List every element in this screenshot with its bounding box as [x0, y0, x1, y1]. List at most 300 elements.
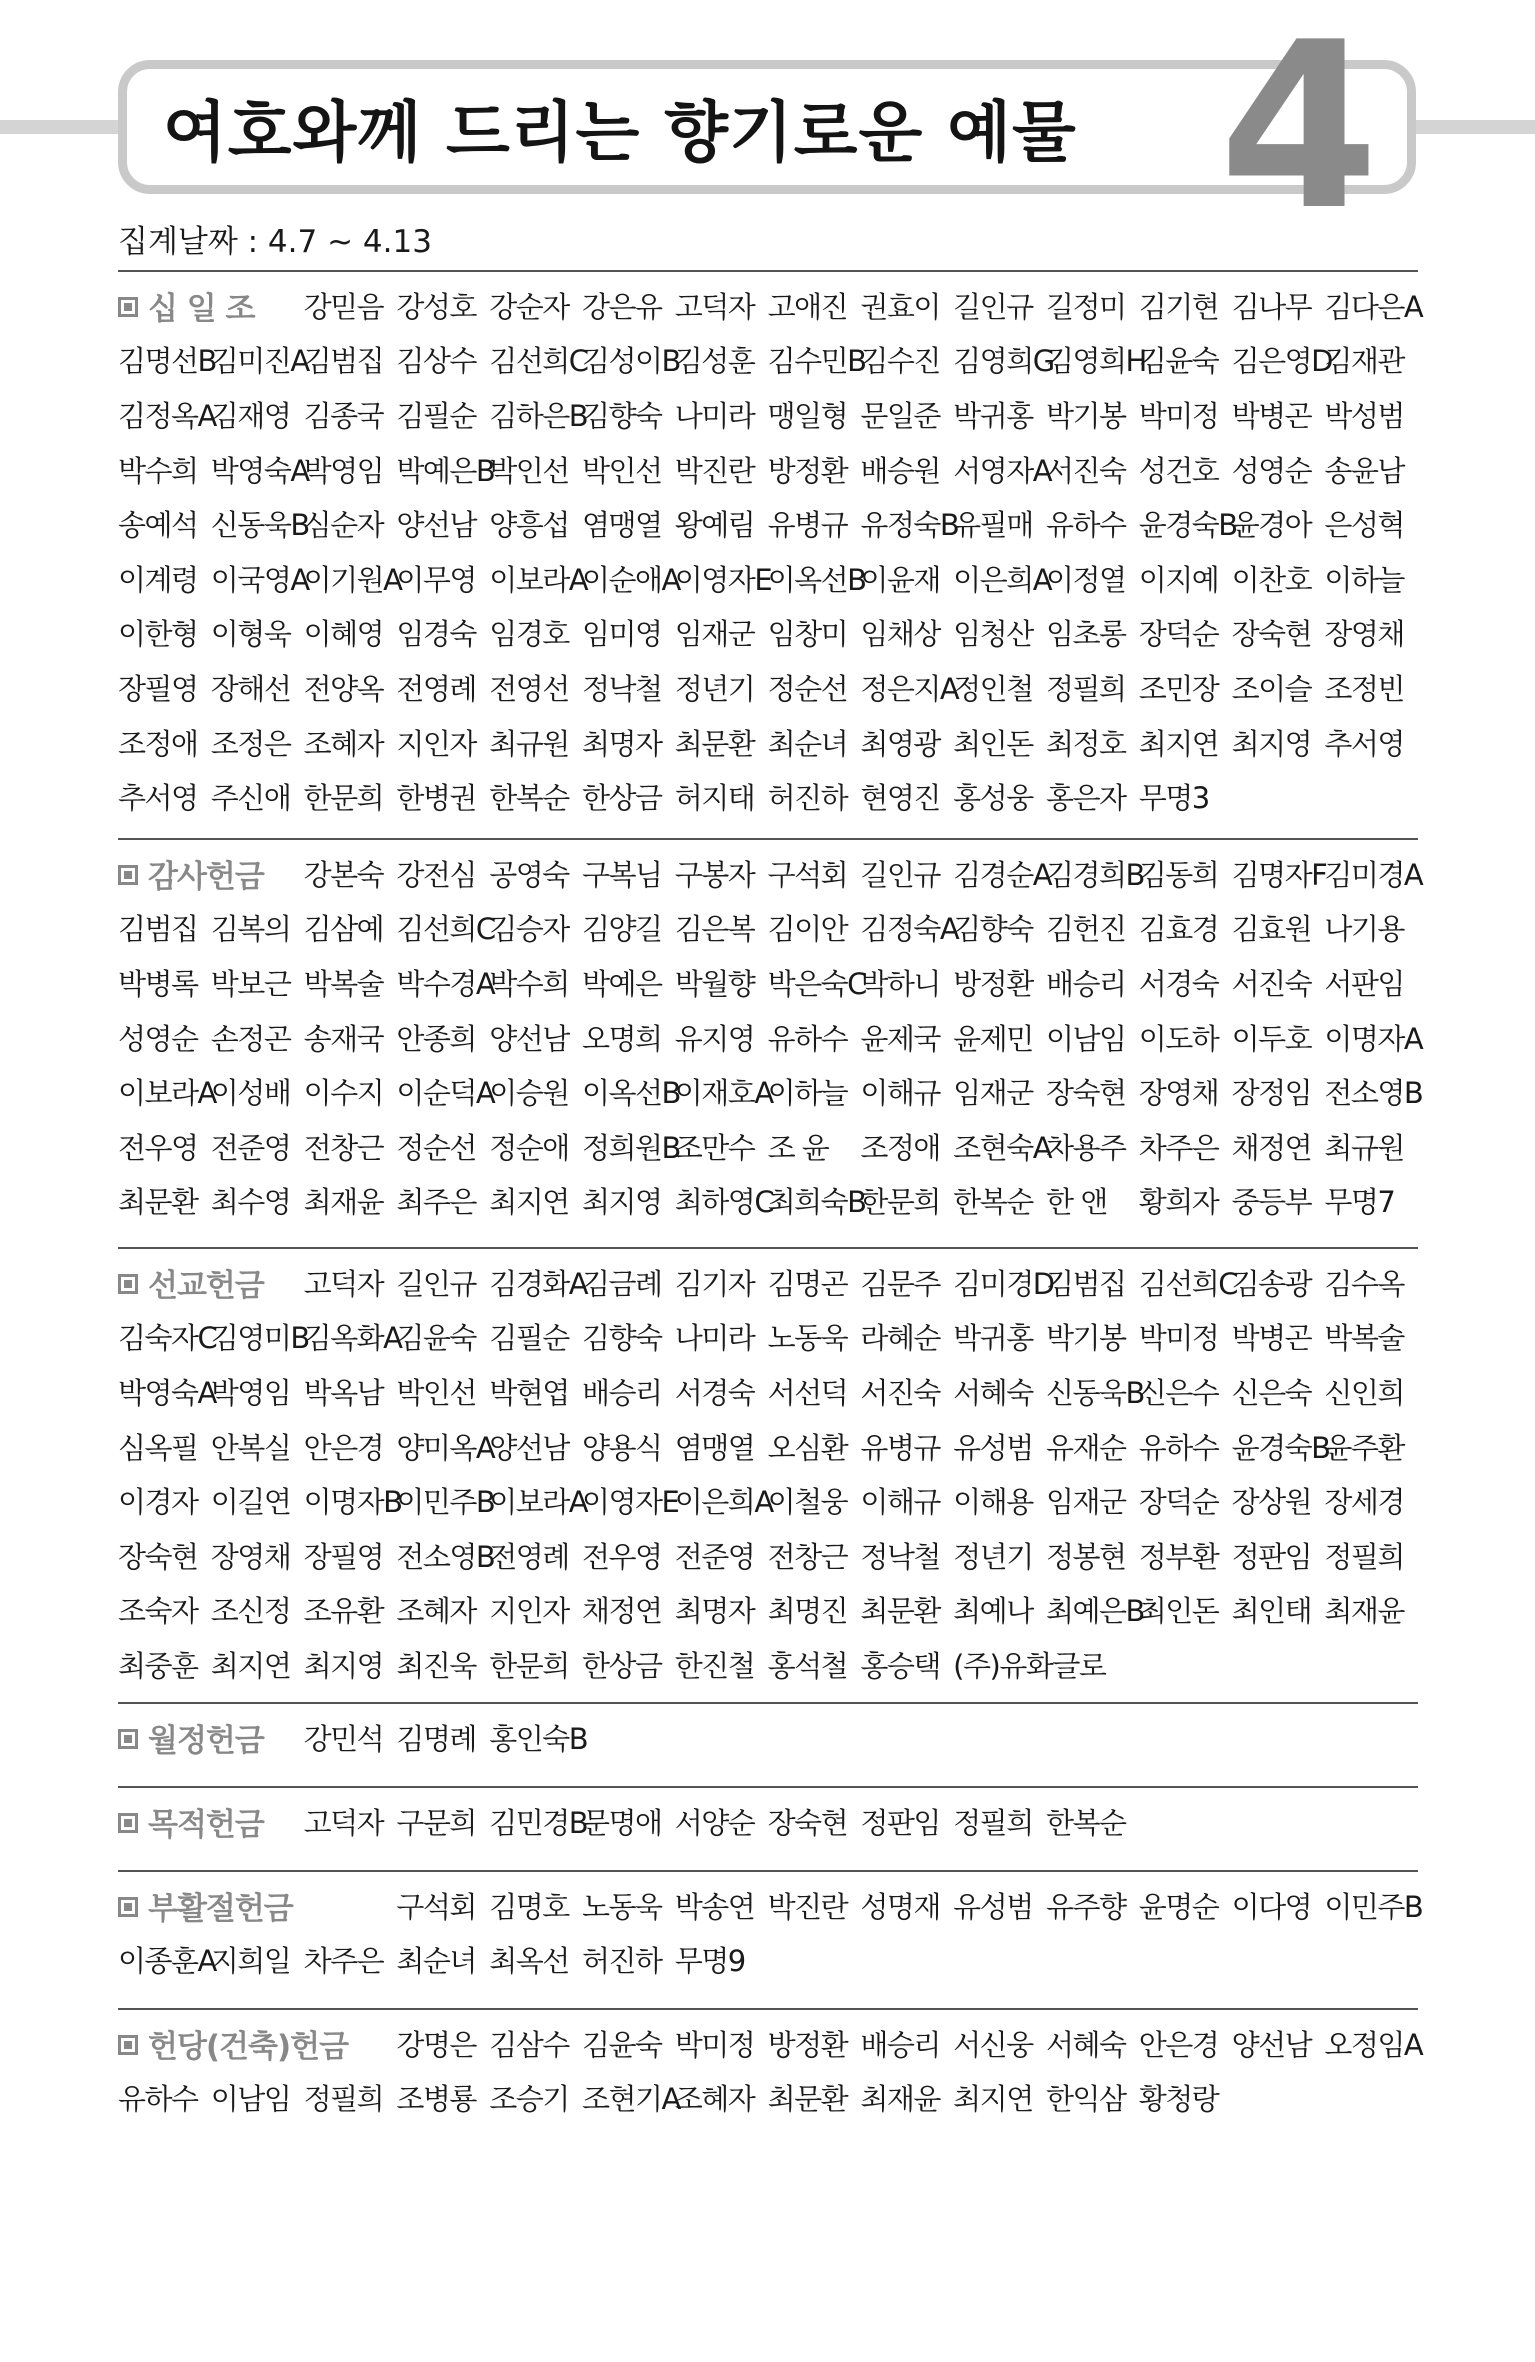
donor-name: 조정애	[118, 726, 198, 761]
donor-name: 이순덕A	[396, 1076, 495, 1111]
donor-name: 지인자	[489, 1594, 569, 1629]
offering-section	[118, 838, 1423, 1228]
donor-name: 이남임	[1045, 1021, 1126, 1056]
section-title	[118, 2021, 396, 2066]
donor-name: 임재군	[953, 1076, 1033, 1111]
donor-name: 조정빈	[1324, 671, 1404, 706]
donor-name: 김재영	[210, 398, 291, 433]
donor-name: 장필영	[303, 1539, 384, 1574]
donor-name: 이남임	[210, 2082, 291, 2117]
donor-name: 김정숙A	[860, 912, 959, 947]
donor-name: 박귀홍	[953, 1321, 1033, 1356]
donor-name: 김영미B	[210, 1321, 309, 1356]
section-title-label: 감사헌금	[148, 858, 264, 895]
donor-name: 송재국	[303, 1021, 384, 1056]
donor-name: 김범집	[303, 344, 384, 379]
donor-name: 최중훈	[118, 1648, 198, 1683]
donor-name: 이윤재	[860, 562, 940, 597]
donor-name: 조유환	[303, 1594, 384, 1629]
donor-name: 최문환	[674, 726, 755, 761]
donor-name: 한문희	[860, 1185, 940, 1220]
donor-name: 나기용	[1324, 912, 1404, 947]
donor-name: 정인철	[953, 671, 1033, 706]
donor-name: 주신애	[210, 781, 291, 816]
donor-name: 박은숙C	[767, 966, 866, 1001]
donor-name: 이해규	[860, 1485, 940, 1520]
donor-name: 김숙자C	[118, 1321, 217, 1356]
donor-name: 최문환	[767, 2082, 848, 2117]
donor-name: 김기자	[674, 1266, 755, 1301]
name-grid	[118, 278, 1423, 824]
donor-name: 이혜영	[303, 617, 384, 652]
donor-name: 양미옥A	[396, 1430, 495, 1465]
donor-name: 차주은	[1138, 1130, 1219, 1165]
donor-name: 양선남	[489, 1021, 569, 1056]
donor-name: 최규원	[489, 726, 569, 761]
square-bullet-icon	[118, 865, 138, 885]
donor-name: 구복님	[581, 857, 662, 892]
donor-name: 김경순A	[953, 857, 1052, 892]
donor-name: 임경숙	[396, 617, 476, 652]
donor-name: 길인규	[860, 857, 940, 892]
donor-name: 최예나	[953, 1594, 1033, 1629]
donor-name: 장덕순	[1138, 617, 1219, 652]
donor-name: 안종희	[396, 1021, 476, 1056]
donor-name: 최주은	[396, 1185, 476, 1220]
donor-name: 최지연	[210, 1648, 291, 1683]
donor-name: 길인규	[396, 1266, 476, 1301]
donor-name: 길인규	[953, 289, 1033, 324]
aggregation-period: 집계날짜 : 4.7 ~ 4.13	[118, 224, 432, 260]
name-grid	[118, 1794, 1418, 1849]
donor-name: 최옥선	[489, 1944, 569, 1979]
offering-section	[118, 2008, 1423, 2125]
donor-name: 김범집	[118, 912, 198, 947]
donor-name: 최지연	[1138, 726, 1219, 761]
donor-name: 이정열	[1045, 562, 1126, 597]
donor-name: 이재호A	[674, 1076, 773, 1111]
donor-name: 구석회	[396, 1889, 476, 1924]
donor-name: 이성배	[210, 1076, 291, 1111]
donor-name: 박영숙A	[118, 1375, 216, 1410]
donor-name: 장숙현	[767, 1805, 848, 1840]
donor-name: 장숙현	[1231, 617, 1312, 652]
donor-name: 박인선	[581, 453, 662, 488]
square-bullet-icon	[118, 1897, 138, 1917]
square-bullet-icon	[118, 1729, 138, 1749]
donor-name: 조혜자	[674, 2082, 755, 2117]
donor-name: 강본숙	[303, 857, 384, 892]
donor-name: 한익삼	[1045, 2082, 1126, 2117]
donor-name: 신은숙	[1231, 1375, 1312, 1410]
donor-name: 최영광	[860, 726, 940, 761]
donor-name: 한진철	[674, 1648, 755, 1683]
donor-name: 윤제국	[860, 1021, 940, 1056]
donor-name: 김복의	[210, 912, 291, 947]
donor-name: 김하은B	[489, 398, 588, 433]
section-title	[118, 1715, 304, 1760]
donor-name: 이종훈A	[118, 1944, 216, 1979]
donor-name: 구봉자	[674, 857, 755, 892]
donor-name: 성건호	[1138, 453, 1219, 488]
donor-name: 이경자	[118, 1485, 198, 1520]
donor-name: 방정환	[767, 2027, 848, 2062]
donor-name: 추서영	[118, 781, 198, 816]
donor-name: 조 윤	[767, 1130, 829, 1165]
donor-name: 배승원	[860, 453, 940, 488]
donor-name: 이보라A	[489, 562, 588, 597]
donor-name: 서진숙	[860, 1375, 940, 1410]
donor-name: 정봉현	[1045, 1539, 1126, 1574]
donor-name: 전창근	[767, 1539, 848, 1574]
donor-name: 김양길	[581, 912, 662, 947]
donor-name: 김정옥A	[118, 398, 216, 433]
donor-name: 유병규	[860, 1430, 940, 1465]
donor-name: 조병룡	[396, 2082, 476, 2117]
donor-name: 최수영	[210, 1185, 291, 1220]
donor-name: 심옥필	[118, 1430, 198, 1465]
donor-name: 김종국	[303, 398, 384, 433]
donor-name: 손정곤	[210, 1021, 291, 1056]
donor-name: 윤경아	[1231, 508, 1312, 543]
donor-name: 고덕자	[303, 1805, 384, 1840]
donor-name: 이승원	[489, 1076, 569, 1111]
donor-name: 방정환	[767, 453, 848, 488]
donor-name: 이명자A	[1324, 1021, 1423, 1056]
donor-name: 정낙철	[860, 1539, 940, 1574]
donor-name: 최지영	[303, 1648, 384, 1683]
section-title-label: 월정헌금	[148, 1722, 264, 1759]
donor-name: 방정환	[953, 966, 1033, 1001]
donor-name: 조혜자	[396, 1594, 476, 1629]
donor-name: 이영자E	[581, 1485, 679, 1520]
donor-name: 최문환	[860, 1594, 940, 1629]
donor-name: 안은경	[303, 1430, 384, 1465]
donor-name: 최재윤	[303, 1185, 384, 1220]
donor-name: 김명선B	[118, 344, 216, 379]
donor-name: 최하영C	[674, 1185, 774, 1220]
donor-name: 이길연	[210, 1485, 291, 1520]
donor-name: 성영순	[118, 1021, 198, 1056]
donor-name: 권효이	[860, 289, 940, 324]
donor-name: 조정애	[860, 1130, 940, 1165]
donor-name: 김향숙	[581, 1321, 662, 1356]
donor-name: 조이슬	[1231, 671, 1312, 706]
donor-name: 이민주B	[1324, 1889, 1423, 1924]
donor-name: 유하수	[118, 2082, 198, 2117]
donor-name: 박월향	[674, 966, 755, 1001]
donor-name: 김성훈	[674, 344, 755, 379]
donor-name: 한병권	[396, 781, 476, 816]
donor-name: 최인돈	[1138, 1594, 1219, 1629]
section-title	[118, 283, 304, 328]
donor-name: 노동욱	[581, 1889, 662, 1924]
donor-name: 김수진	[860, 344, 940, 379]
donor-name: 장영채	[1324, 617, 1404, 652]
donor-name: 무명3	[1138, 781, 1209, 816]
donor-name: 김송광	[1231, 1266, 1312, 1301]
donor-name: 김윤숙	[396, 1321, 476, 1356]
section-title	[118, 851, 304, 896]
donor-name: 박수희	[489, 966, 569, 1001]
donor-name: 이계령	[118, 562, 198, 597]
donor-name: 김명례	[396, 1721, 476, 1756]
donor-name: 구문희	[396, 1805, 476, 1840]
donor-name: 김삼예	[303, 912, 384, 947]
donor-name: 이하늘	[767, 1076, 848, 1111]
donor-name: 박진란	[767, 1889, 848, 1924]
donor-name: 노동욱	[767, 1321, 848, 1356]
donor-name: 이국영A	[210, 562, 309, 597]
square-bullet-icon	[118, 2035, 138, 2055]
donor-name: 김향숙	[581, 398, 662, 433]
donor-name: 윤주환	[1324, 1430, 1404, 1465]
donor-name: 전소영B	[1324, 1076, 1423, 1111]
donor-name: 장영채	[1138, 1076, 1219, 1111]
donor-name: 이하늘	[1324, 562, 1404, 597]
donor-name: 박진란	[674, 453, 755, 488]
donor-name: 정년기	[953, 1539, 1033, 1574]
square-bullet-icon	[118, 1813, 138, 1833]
donor-name: 정판임	[1231, 1539, 1312, 1574]
donor-name: 김미경A	[1324, 857, 1423, 892]
donor-name: 무명9	[674, 1944, 745, 1979]
donor-name: 김승자	[489, 912, 569, 947]
donor-name: 최명진	[767, 1594, 848, 1629]
square-bullet-icon	[118, 1274, 138, 1294]
donor-name: 전창근	[303, 1130, 384, 1165]
donor-name: 강은유	[581, 289, 662, 324]
donor-name: 임창미	[767, 617, 848, 652]
donor-name: 한복순	[1045, 1805, 1126, 1840]
offering-section	[118, 270, 1423, 824]
donor-name: 장세경	[1324, 1485, 1404, 1520]
donor-name: 정부환	[1138, 1539, 1219, 1574]
donor-name: (주)유화글로	[953, 1648, 1106, 1683]
donor-name: 염맹열	[581, 508, 662, 543]
donor-name: 최명자	[581, 726, 662, 761]
donor-name: 송윤남	[1324, 453, 1404, 488]
donor-name: 장필영	[118, 671, 198, 706]
offering-section	[118, 1870, 1423, 1987]
donor-name: 지인자	[396, 726, 476, 761]
donor-name: 오정임A	[1324, 2027, 1423, 2062]
donor-name: 서선덕	[767, 1375, 848, 1410]
donor-name: 정순선	[767, 671, 848, 706]
donor-name: 김명호	[489, 1889, 569, 1924]
donor-name: 지희일	[210, 1944, 291, 1979]
donor-name: 박영임	[303, 453, 384, 488]
donor-name: 이민주B	[396, 1485, 495, 1520]
donor-name: 조신정	[210, 1594, 291, 1629]
donor-name: 정은지A	[860, 671, 959, 706]
donor-name: 장숙현	[1045, 1076, 1126, 1111]
donor-name: 유정숙B	[860, 508, 959, 543]
section-title-label: 부활절헌금	[148, 1890, 293, 1927]
donor-name: 중등부	[1231, 1185, 1312, 1220]
donor-name: 안은경	[1138, 2027, 1219, 2062]
donor-name: 정필희	[1324, 1539, 1404, 1574]
donor-name: 홍승택	[860, 1648, 940, 1683]
donor-name: 유지영	[674, 1021, 755, 1056]
donor-name: 이한형	[118, 617, 198, 652]
section-title	[118, 1799, 304, 1844]
donor-name: 윤제민	[953, 1021, 1033, 1056]
donor-name: 유필매	[953, 508, 1033, 543]
donor-name: 서신웅	[953, 2027, 1033, 2062]
donor-name: 전영선	[489, 671, 569, 706]
donor-name: 조현숙A	[953, 1130, 1052, 1165]
section-title-label: 십 일 조	[148, 290, 255, 327]
donor-name: 안복실	[210, 1430, 291, 1465]
donor-name: 임미영	[581, 617, 662, 652]
donor-name: 김필순	[489, 1321, 569, 1356]
donor-name: 정년기	[674, 671, 755, 706]
donor-name: 박기봉	[1045, 1321, 1126, 1356]
donor-name: 최정호	[1045, 726, 1126, 761]
donor-name: 이무영	[396, 562, 476, 597]
donor-name: 최지연	[489, 1185, 569, 1220]
donor-name: 구석회	[767, 857, 848, 892]
donor-name: 윤경숙B	[1138, 508, 1237, 543]
donor-name: 홍은자	[1045, 781, 1126, 816]
donor-name: 이옥선B	[581, 1076, 680, 1111]
donor-name: 황희자	[1138, 1185, 1219, 1220]
donor-name: 이은희A	[953, 562, 1052, 597]
donor-name: 김은복	[674, 912, 755, 947]
donor-name: 고덕자	[303, 1266, 384, 1301]
donor-name: 장상원	[1231, 1485, 1312, 1520]
donor-name: 유하수	[1138, 1430, 1219, 1465]
donor-name: 정판임	[860, 1805, 940, 1840]
donor-name: 최순녀	[767, 726, 848, 761]
donor-name: 이보라A	[489, 1485, 588, 1520]
donor-name: 박수희	[118, 453, 198, 488]
donor-name: 박보근	[210, 966, 291, 1001]
donor-name: 오명희	[581, 1021, 662, 1056]
donor-name: 김명자F	[1231, 857, 1327, 892]
donor-name: 박인선	[489, 453, 569, 488]
donor-name: 김선희C	[1138, 1266, 1238, 1301]
donor-name: 무명7	[1324, 1185, 1395, 1220]
donor-name: 송예석	[118, 508, 198, 543]
donor-name: 김범집	[1045, 1266, 1126, 1301]
donor-name: 유병규	[767, 508, 848, 543]
donor-name: 최순녀	[396, 1944, 476, 1979]
donor-name: 김기현	[1138, 289, 1219, 324]
donor-name: 차용주	[1045, 1130, 1126, 1165]
donor-name: 서영자A	[953, 453, 1052, 488]
donor-name: 박현엽	[489, 1375, 569, 1410]
donor-name: 김윤숙	[1138, 344, 1219, 379]
donor-name: 유성범	[953, 1889, 1033, 1924]
donor-name: 현영진	[860, 781, 940, 816]
donor-name: 홍성웅	[953, 781, 1033, 816]
donor-name: 이도하	[1138, 1021, 1219, 1056]
donor-name: 조승기	[489, 2082, 569, 2117]
donor-name: 김선희C	[396, 912, 495, 947]
donor-name: 최재윤	[1324, 1594, 1404, 1629]
donor-name: 박옥남	[303, 1375, 384, 1410]
donor-name: 김선희C	[489, 344, 588, 379]
donor-name: 추서영	[1324, 726, 1404, 761]
donor-name: 배승리	[860, 2027, 940, 2062]
donor-name: 박미정	[674, 2027, 755, 2062]
donor-name: 서경숙	[674, 1375, 755, 1410]
donor-name: 김헌진	[1045, 912, 1126, 947]
donor-name: 김수옥	[1324, 1266, 1404, 1301]
donor-name: 정필희	[1045, 671, 1126, 706]
donor-name: 김민경B	[489, 1805, 588, 1840]
donor-name: 강명은	[396, 2027, 476, 2062]
donor-name: 한 앤	[1045, 1185, 1107, 1220]
donor-name: 강순자	[489, 289, 569, 324]
donor-name: 김효경	[1138, 912, 1219, 947]
donor-name: 정순애	[489, 1130, 569, 1165]
donor-name: 문일준	[860, 398, 940, 433]
donor-name: 양선남	[1231, 2027, 1312, 2062]
donor-name: 이두호	[1231, 1021, 1312, 1056]
donor-name: 최예은B	[1045, 1594, 1144, 1629]
name-grid	[118, 1255, 1418, 1692]
donor-name: 유주향	[1045, 1889, 1126, 1924]
donor-name: 최지영	[581, 1185, 662, 1220]
donor-name: 박예은B	[396, 453, 495, 488]
donor-name: 박영숙A	[210, 453, 309, 488]
donor-name: 전준영	[210, 1130, 291, 1165]
donor-name: 이은희A	[674, 1485, 773, 1520]
donor-name: 신은수	[1138, 1375, 1219, 1410]
donor-name: 강민석	[303, 1721, 384, 1756]
donor-name: 김다은A	[1324, 289, 1423, 324]
donor-name: 임재군	[1045, 1485, 1126, 1520]
offering-section	[118, 1786, 1418, 1849]
donor-name: 허진하	[581, 1944, 662, 1979]
donor-name: 나미라	[674, 1321, 755, 1356]
square-bullet-icon	[118, 297, 138, 317]
donor-name: 전양옥	[303, 671, 384, 706]
donor-name: 임경호	[489, 617, 569, 652]
donor-name: 이영자E	[674, 562, 772, 597]
donor-name: 박송연	[674, 1889, 755, 1924]
donor-name: 맹일형	[767, 398, 848, 433]
donor-name: 황청랑	[1138, 2082, 1219, 2117]
donor-name: 김삼수	[489, 2027, 569, 2062]
donor-name: 채정연	[1231, 1130, 1312, 1165]
donor-name: 이해용	[953, 1485, 1033, 1520]
donor-name: 김수민B	[767, 344, 866, 379]
donor-name: 장해선	[210, 671, 291, 706]
donor-name: 서진숙	[1045, 453, 1126, 488]
name-grid	[118, 1878, 1423, 1987]
donor-name: 김향숙	[953, 912, 1033, 947]
header-rule-right	[1395, 120, 1535, 134]
donor-name: 김금례	[581, 1266, 662, 1301]
donor-name: 오심환	[767, 1430, 848, 1465]
donor-name: 김경화A	[489, 1266, 588, 1301]
donor-name: 조정은	[210, 726, 291, 761]
donor-name: 최지영	[1231, 726, 1312, 761]
donor-name: 서경숙	[1138, 966, 1219, 1001]
donor-name: 길정미	[1045, 289, 1126, 324]
section-title	[118, 1260, 304, 1305]
name-grid	[118, 2016, 1423, 2125]
donor-name: 김필순	[396, 398, 476, 433]
donor-name: 이옥선B	[767, 562, 866, 597]
donor-name: 서양순	[674, 1805, 755, 1840]
donor-name: 한복순	[489, 781, 569, 816]
donor-name: 김나무	[1231, 289, 1312, 324]
